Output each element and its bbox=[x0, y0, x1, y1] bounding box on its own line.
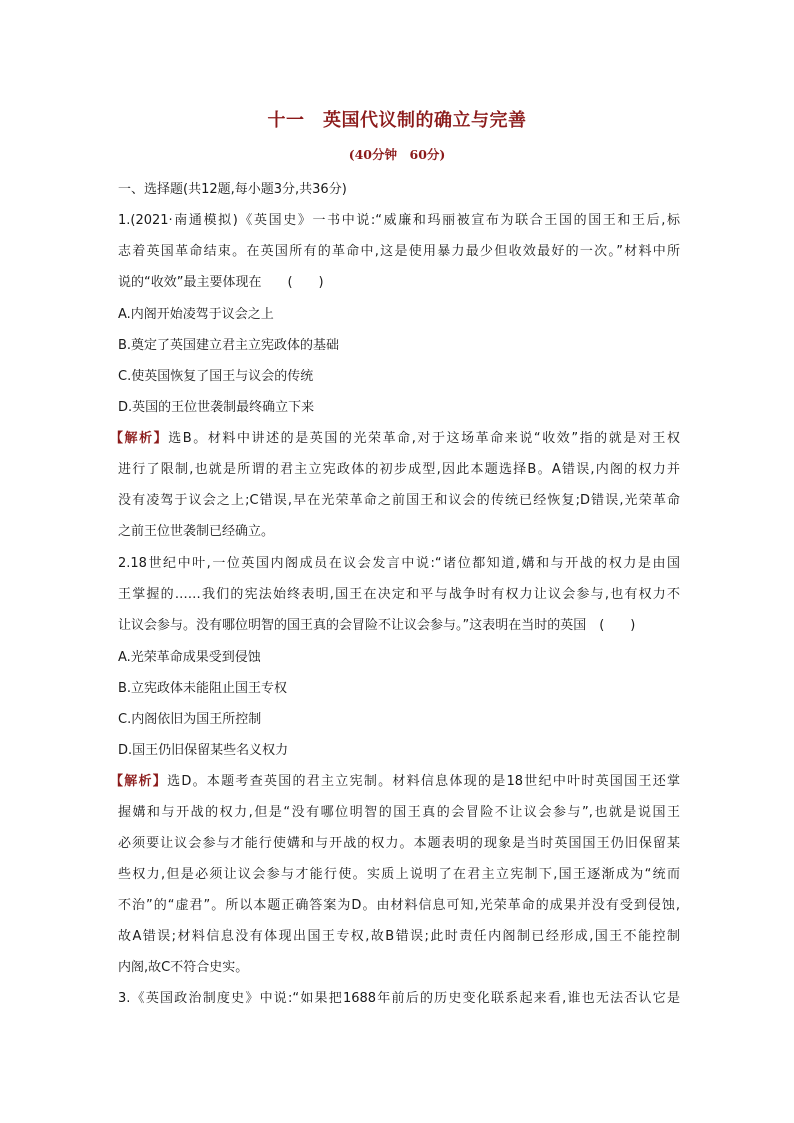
question-2-option-c: C.内阁依旧为国王所控制 bbox=[118, 712, 262, 727]
question-2-analysis-line: 必须要让议会参与才能行使媾和与开战的权力。本题表明的现象是当时英国国王仍旧保留某 bbox=[118, 836, 680, 851]
question-2-option-d: D.国王仍旧保留某些名义权力 bbox=[118, 743, 289, 758]
section-heading: 一、选择题(共12题,每小题3分,共36分) bbox=[118, 182, 347, 197]
question-2-analysis-line: 【解析】选D。本题考查英国的君主立宪制。材料信息体现的是18世纪中叶时英国国王还掌 bbox=[110, 774, 680, 789]
question-2-analysis-line: 不治”的“虚君”。所以本题正确答案为D。由材料信息可知,光荣革命的成果并没有受到侵蚀, bbox=[118, 898, 680, 913]
page-title: 十一 英国代议制的确立与完善 bbox=[267, 110, 527, 131]
question-1-analysis-line: 没有凌驾于议会之上;C错误,早在光荣革命之前国王和议会的传统已经恢复;D错误,光荣革命 bbox=[118, 493, 680, 508]
question-2-stem-line: 王掌握的……我们的宪法始终表明,国王在决定和平与战争时有权力让议会参与,也有权力不 bbox=[118, 587, 680, 602]
question-1-analysis-line: 进行了限制,也就是所谓的君主立宪政体的初步成型,因此本题选择B。A错误,内阁的权力并 bbox=[118, 462, 680, 477]
question-3-stem-line: 3.《英国政治制度史》中说:“如果把1688年前后的历史变化联系起来看,谁也无法否认它是 bbox=[118, 991, 680, 1006]
question-1-stem-line: 1.(2021·南通模拟)《英国史》一书中说:“威廉和玛丽被宣布为联合王国的国王和王后,标 bbox=[118, 213, 680, 228]
question-2-stem-line: 2.18世纪中叶,一位英国内阁成员在议会发言中说:“诸位都知道,媾和与开战的权力是由国 bbox=[118, 556, 680, 571]
question-2-option-b: B.立宪政体未能阻止国王专权 bbox=[118, 681, 288, 696]
analysis-label: 【解析】 bbox=[110, 431, 169, 446]
question-1-stem-line: 说的“收效”最主要体现在 ( ) bbox=[118, 275, 324, 290]
question-1-option-a: A.内阁开始凌驾于议会之上 bbox=[118, 307, 274, 322]
question-1-option-c: C.使英国恢复了国王与议会的传统 bbox=[118, 369, 314, 384]
question-2-stem-line: 让议会参与。没有哪位明智的国王真的会冒险不让议会参与。”这表明在当时的英国 ( ) bbox=[118, 618, 636, 633]
question-1-stem-line: 志着英国革命结束。在英国所有的革命中,这是使用暴力最少但收效最好的一次。”材料中所 bbox=[118, 244, 680, 259]
question-2-analysis-line: 些权力,但是必须让议会参与才能行使。实质上说明了在君主立宪制下,国王逐渐成为“统而 bbox=[118, 867, 680, 882]
question-2-analysis-line: 内阁,故C不符合史实。 bbox=[118, 960, 249, 975]
page-subtitle: (40分钟 60分) bbox=[348, 147, 446, 162]
question-1-analysis-line: 之前王位世袭制已经确立。 bbox=[118, 524, 275, 539]
analysis-label: 【解析】 bbox=[110, 774, 168, 789]
question-2-analysis-line: 握媾和与开战的权力,但是“没有哪位明智的国王真的会冒险不让议会参与”,也就是说国王 bbox=[118, 805, 680, 820]
question-1-option-d: D.英国的王位世袭制最终确立下来 bbox=[118, 400, 315, 415]
question-2-analysis-line: 故A错误;材料信息没有体现出国王专权,故B错误;此时责任内阁制已经形成,国王不能控制 bbox=[118, 929, 680, 944]
question-2-option-a: A.光荣革命成果受到侵蚀 bbox=[118, 650, 261, 665]
question-1-analysis-line: 【解析】选B。材料中讲述的是英国的光荣革命,对于这场革命来说“收效”指的就是对王权 bbox=[110, 431, 680, 446]
question-1-option-b: B.奠定了英国建立君主立宪政体的基础 bbox=[118, 338, 340, 353]
